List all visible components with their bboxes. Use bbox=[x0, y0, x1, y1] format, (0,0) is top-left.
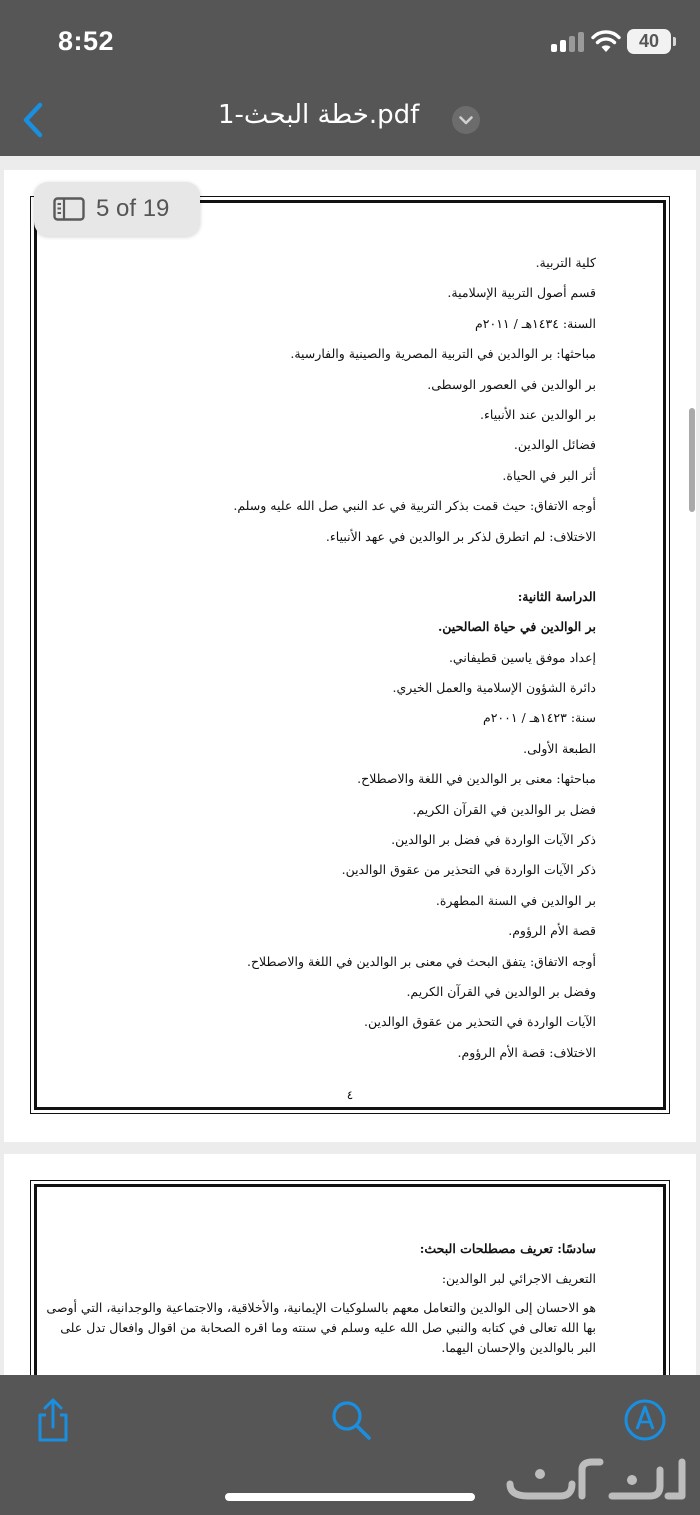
text-line: بر الوالدين في السنة المطهرة. bbox=[435, 892, 596, 908]
text-line: أوجه الاتفاق: حيث قمت بذكر التربية في عد النبي صل الله عليه وسلم. bbox=[233, 498, 596, 514]
text-line: مباحثها: بر الوالدين في التربية المصرية والصينية والفارسية. bbox=[290, 346, 596, 362]
text-line: بر الوالدين عند الأنبياء. bbox=[480, 406, 596, 422]
battery-indicator: 40 bbox=[627, 29, 671, 54]
text-line: فضائل الوالدين. bbox=[513, 437, 596, 453]
document-title[interactable]: خطة البحث-1.pdf bbox=[218, 100, 420, 130]
text-line: ذكر الآيات الواردة في فضل بر الوالدين. bbox=[391, 832, 596, 848]
markup-icon[interactable] bbox=[620, 1395, 670, 1445]
back-chevron-icon[interactable] bbox=[18, 100, 48, 140]
text-line: السنة: ١٤٣٤هـ / ٢٠١١م bbox=[475, 315, 596, 331]
sidebar-icon bbox=[53, 197, 85, 221]
text-line: الاختلاف: لم اتطرق لذكر بر الوالدين في عهد الأنبياء. bbox=[325, 528, 596, 544]
pdf-page-5[interactable] bbox=[4, 1154, 696, 1384]
text-line: فضل بر الوالدين في القرآن الكريم. bbox=[412, 801, 596, 817]
text-line: أثر البر في الحياة. bbox=[502, 467, 596, 483]
text-line: كلية التربية. bbox=[535, 255, 596, 270]
text-line: إعداد موفق ياسين قطيفاني. bbox=[448, 649, 596, 665]
pdf-page-4[interactable] bbox=[4, 170, 696, 1142]
text-line: الاختلاف: قصة الأم الرؤوم. bbox=[457, 1044, 596, 1060]
status-time: 8:52 bbox=[58, 26, 115, 56]
text-line: بر الوالدين في العصور الوسطى. bbox=[427, 376, 596, 392]
text-line: الطبعة الأولى. bbox=[523, 740, 596, 756]
scrollbar-thumb[interactable] bbox=[689, 408, 695, 512]
page-counter-label: 5 of 19 bbox=[96, 195, 170, 222]
home-indicator[interactable] bbox=[225, 1493, 475, 1501]
text-line: وفضل بر الوالدين في القرآن الكريم. bbox=[406, 983, 596, 999]
text-line: أوجه الاتفاق: يتفق البحث في معنى بر الوالدين في اللغة والاصطلاح. bbox=[246, 953, 596, 969]
top-bar bbox=[0, 0, 700, 156]
definition-paragraph: هو الاحسان إلى الوالدين والتعامل معهم بالسلوكيات الإيمانية، والأخلاقية، والاجتماعية والوجدانية، التي أوصى بها الله تعالى في كتابه والنبي صل الله عليه وسلم في سنته وما اقره الصحابة من اقوال وافعال تدل على البر بالوالدين والإحسان اليهما. bbox=[46, 1300, 596, 1355]
page-counter[interactable] bbox=[34, 182, 200, 236]
text-line: دائرة الشؤون الإسلامية والعمل الخيري. bbox=[392, 680, 596, 696]
text-line: ذكر الآيات الواردة في التحذير من عقوق الوالدين. bbox=[341, 862, 596, 878]
page-text bbox=[44, 1234, 596, 1358]
share-icon[interactable] bbox=[28, 1395, 78, 1445]
page-text bbox=[44, 248, 596, 1068]
signal-icon bbox=[551, 32, 585, 52]
wifi-icon bbox=[590, 28, 622, 54]
text-line: قصة الأم الرؤوم. bbox=[508, 923, 596, 939]
search-icon[interactable] bbox=[326, 1395, 376, 1445]
chevron-down-icon[interactable] bbox=[452, 106, 480, 134]
section-heading: الدراسة الثانية: bbox=[517, 588, 596, 604]
text-line: الآيات الواردة في التحذير من عقوق الوالدين. bbox=[363, 1014, 596, 1030]
text-line: قسم أصول التربية الإسلامية. bbox=[447, 285, 596, 301]
text-line: سنة: ١٤٢٣هـ / ٢٠٠١م bbox=[482, 710, 596, 726]
subheading: التعريف الاجرائي لبر الوالدين: bbox=[441, 1271, 596, 1286]
text-line: مباحثها: معنى بر الوالدين في اللغة والاصطلاح. bbox=[357, 771, 596, 787]
study-title: بر الوالدين في حياة الصالحين. bbox=[437, 619, 596, 635]
section-heading: سادسًا: تعريف مصطلحات البحث: bbox=[419, 1241, 596, 1256]
page-number: ٤ bbox=[346, 1088, 354, 1102]
watermark-logo bbox=[500, 1440, 690, 1504]
